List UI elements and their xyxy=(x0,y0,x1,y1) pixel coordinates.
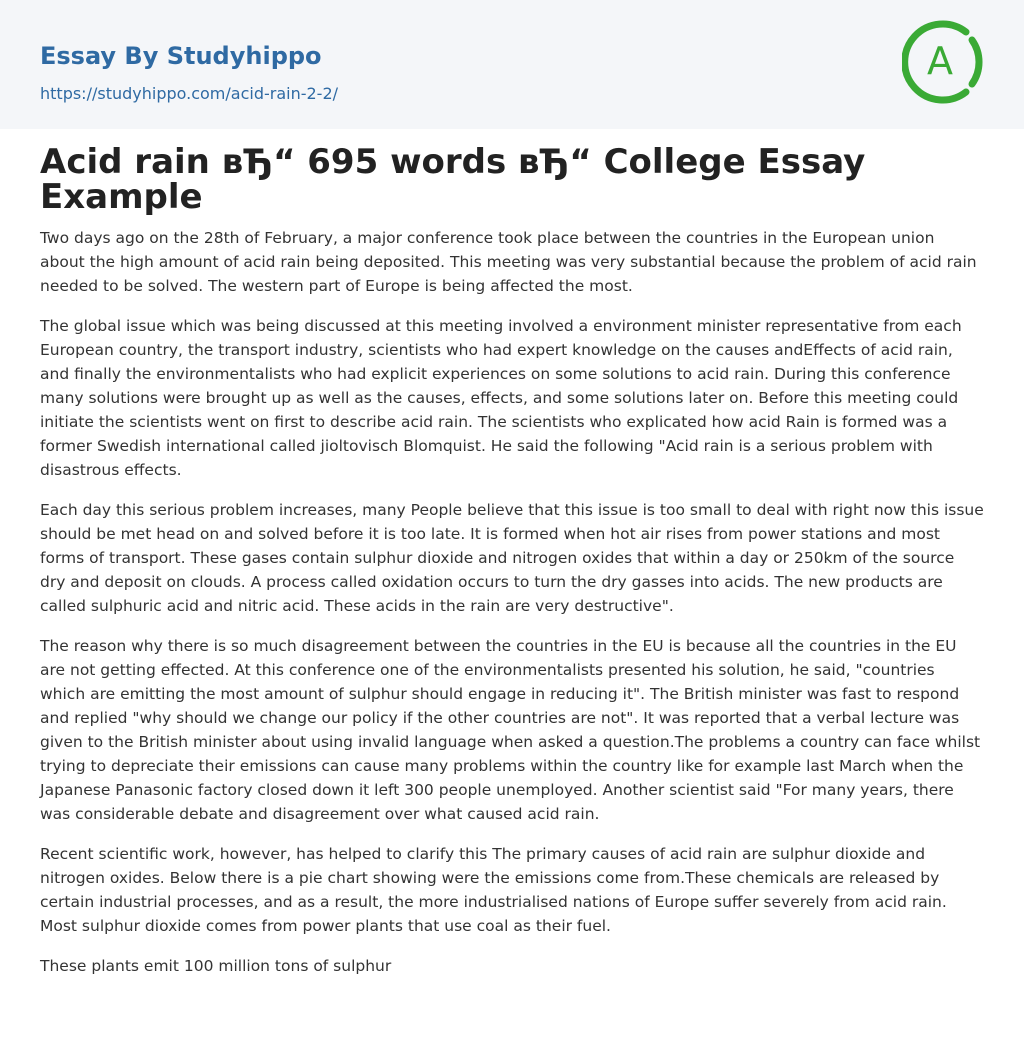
studyhippo-logo-icon[interactable] xyxy=(902,20,986,104)
essay-paragraph-1: Two days ago on the 28th of February, a major conference took place between the countries in the European union about the high amount of acid rain being deposited. This meeting was very substantial because the problem of acid rain needed to be solved. The western part of Europe is being affected the most. xyxy=(40,229,977,295)
site-brand[interactable]: Essay By Studyhippo xyxy=(40,42,322,70)
essay-paragraph-3: Each day this serious problem increases, many People believe that this issue is too small to deal with right now this issue should be met head on and solved before it is too late. It is formed when hot air rises from power stations and most forms of transport. These gases contain sulphur dioxide and nitrogen oxides that within a day or 250km of the source dry and deposit on clouds. A process called oxidation occurs to turn the dry gasses into acids. The new products are called sulphuric acid and nitric acid. These acids in the rain are very destructive". xyxy=(40,501,984,615)
source-url-link[interactable]: https://studyhippo.com/acid-rain-2-2/ xyxy=(40,84,339,103)
logo-letter: A xyxy=(927,39,953,83)
article xyxy=(40,142,984,994)
essay-paragraph-2: The global issue which was being discussed at this meeting involved a environment minister representative from each European country, the transport industry, scientists who had expert knowledge on the causes andEffects of acid rain, and finally the environmentalists who had explicit experiences on some solutions to acid rain. During this conference many solutions were brought up as well as the causes, effects, and some solutions later on. Before this meeting could initiate the scientists went on first to describe acid rain. The scientists who explicated how acid Rain is formed was a former Swedish international called jioltovisch Blomquist. He said the following "Acid rain is a serious problem with disastrous effects. xyxy=(40,317,962,479)
essay-body xyxy=(40,226,984,978)
essay-paragraph-6: These plants emit 100 million tons of sulphur xyxy=(40,957,392,975)
essay-paragraph-5: Recent scientific work, however, has helped to clarify this The primary causes of acid rain are sulphur dioxide and nitrogen oxides. Below there is a pie chart showing were the emissions come from.These chemicals are released by certain industrial processes, and as a result, the more industrialised nations of Europe suffer severely from acid rain. Most sulphur dioxide comes from power plants that use coal as their fuel. xyxy=(40,845,947,935)
article-title: Acid rain вЂ“ 695 words вЂ“ College Essay Example xyxy=(40,142,866,217)
site-header xyxy=(0,0,1024,129)
essay-paragraph-4: The reason why there is so much disagreement between the countries in the EU is because all the countries in the EU are not getting effected. At this conference one of the environmentalists presented his solution, he said, "countries which are emitting the most amount of sulphur should engage in reducing it". The British minister was fast to respond and replied "why should we change our policy if the other countries are not". It was reported that a verbal lecture was given to the British minister about using invalid language when asked a question.The problems a country can face whilst trying to depreciate their emissions can cause many problems within the country like for example last March when the Japanese Panasonic factory closed down it left 300 people unemployed. Another scientist said "For many years, there was considerable debate and disagreement over what caused acid rain. xyxy=(40,637,981,823)
